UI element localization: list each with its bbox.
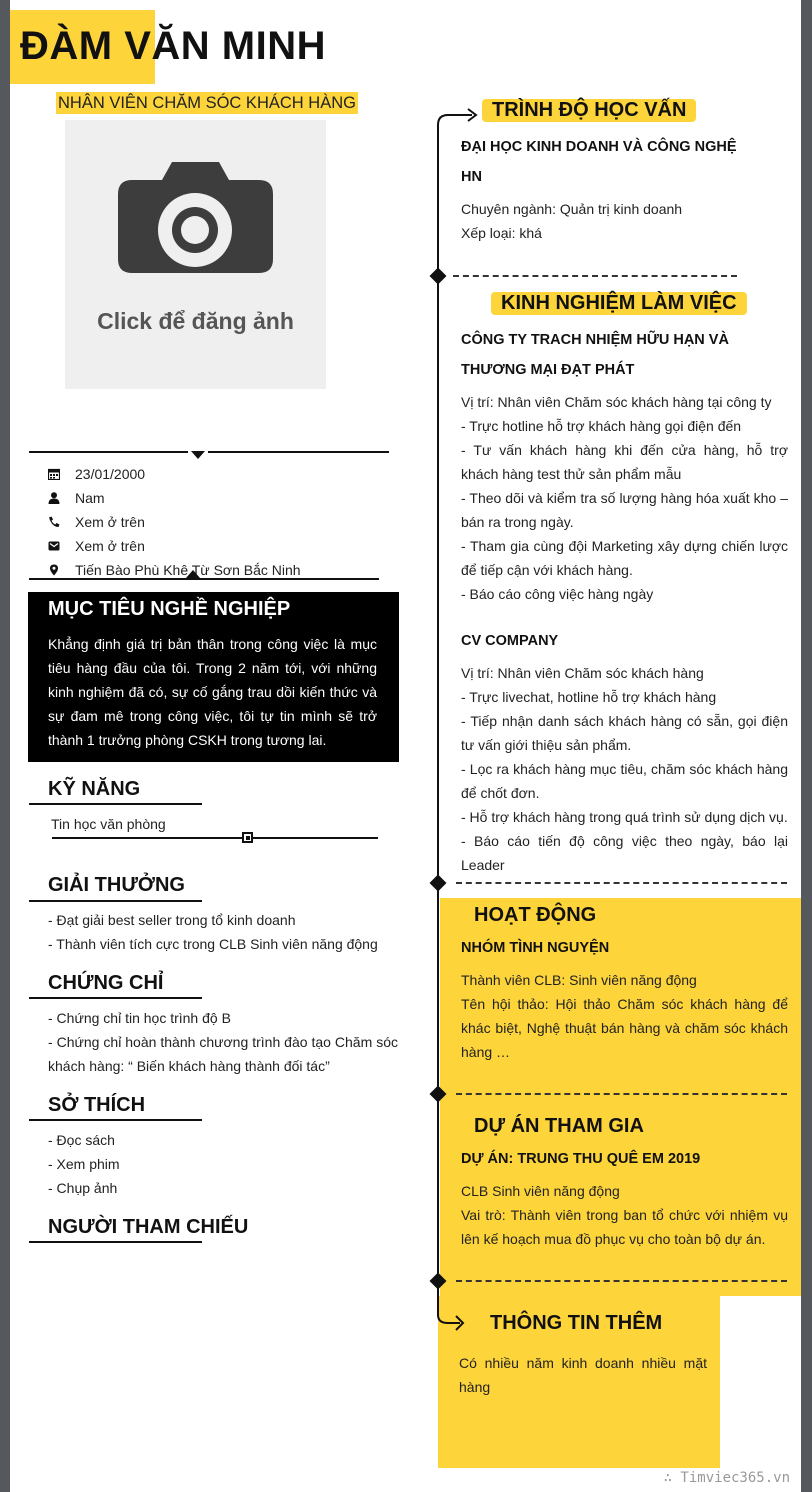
- experience-line: - Trực livechat, hotline hỗ trợ khách hàng: [461, 689, 717, 705]
- experience-line: - Tham gia cùng đội Marketing xây dựng chiến lược để tiếp cận với khách hàng.: [461, 538, 788, 578]
- section-underline: [29, 1241, 202, 1243]
- extra-info-title: THÔNG TIN THÊM: [490, 1312, 663, 1334]
- education-major[interactable]: Chuyên ngành: Quản trị kinh doanh: [461, 201, 683, 217]
- activities-title: HOẠT ĐỘNG: [474, 904, 597, 926]
- section-underline: [29, 803, 202, 805]
- hobby-item: - Xem phim: [48, 1156, 120, 1172]
- user-icon: [48, 492, 60, 504]
- experience-line: Vị trí: Nhân viên Chăm sóc khách hàng: [461, 665, 704, 681]
- hobby-item: - Đọc sách: [48, 1132, 115, 1148]
- hobby-item: - Chụp ảnh: [48, 1180, 118, 1196]
- birthday-value[interactable]: 23/01/2000: [75, 466, 146, 482]
- divider-arrow: [191, 451, 205, 459]
- certificate-item: - Chứng chỉ tin học trình độ B: [48, 1010, 231, 1026]
- camera-icon: [118, 160, 273, 273]
- activity-line: Tên hội thảo: Hội thảo Chăm sóc khách hàng để khác biệt, Nghệ thuật bán hàng và chăm sóc khách hàng …: [461, 996, 788, 1060]
- experience-line: - Báo cáo công việc hàng ngày: [461, 586, 654, 602]
- project-name[interactable]: DỰ ÁN: TRUNG THU QUÊ EM 2019: [461, 1151, 701, 1167]
- watermark: ∴ Timviec365.vn: [663, 1470, 790, 1486]
- section-underline: [29, 1119, 202, 1121]
- calendar-icon: [48, 468, 60, 480]
- experience-line: - Lọc ra khách hàng mục tiêu, chăm sóc khách hàng để chốt đơn.: [461, 761, 788, 801]
- education-school-line2[interactable]: HN: [461, 169, 482, 185]
- section-underline: [29, 900, 202, 902]
- career-goal-text[interactable]: Khẳng định giá trị bản thân trong công việc là mục tiêu hàng đầu của tôi. Trong 2 năm tới, với những kinh nghiệm đã có, sự cố gắng trau dồi kiến thức và sự đam mê trong công việc, tôi tự tin mình sẽ trở thành 1 trưởng phòng CSKH trong tương lai.: [48, 636, 377, 748]
- experience-company[interactable]: CV COMPANY: [461, 633, 559, 649]
- certificates-list[interactable]: [48, 1006, 398, 1078]
- dashed-divider: [456, 882, 787, 884]
- references-title: NGƯỜI THAM CHIẾU: [48, 1216, 249, 1238]
- activity-line: Thành viên CLB: Sinh viên năng động: [461, 972, 697, 988]
- project-details[interactable]: [461, 1179, 788, 1251]
- experience-company[interactable]: CÔNG TY TRACH NHIỆM HỮU HẠN VÀ THƯƠNG MẠI ĐẠT PHÁT: [461, 332, 729, 378]
- experience-line: - Tư vấn khách hàng khi đến cửa hàng, hỗ trợ khách hàng test thử sản phẩm mẫu: [461, 442, 788, 482]
- gender-value[interactable]: Nam: [75, 490, 105, 506]
- section-underline: [29, 997, 202, 999]
- divider: [208, 451, 389, 453]
- gender-row: [48, 486, 105, 510]
- experience-title: KINH NGHIỆM LÀM VIỆC: [491, 292, 747, 315]
- awards-list[interactable]: [48, 908, 403, 956]
- phone-value[interactable]: Xem ở trên: [75, 514, 145, 530]
- candidate-name[interactable]: ĐÀM VĂN MINH: [20, 24, 326, 68]
- envelope-icon: [48, 540, 60, 552]
- cv-page: [10, 0, 801, 1492]
- award-item: - Thành viên tích cực trong CLB Sinh viên năng động: [48, 936, 378, 952]
- project-line: CLB Sinh viên năng động: [461, 1183, 620, 1199]
- experience-line: - Báo cáo tiến độ công việc theo ngày, báo lại Leader: [461, 833, 788, 873]
- birthday-row: [48, 462, 145, 486]
- photo-upload[interactable]: [65, 120, 326, 389]
- skills-title: KỸ NĂNG: [48, 778, 141, 800]
- hobbies-list[interactable]: [48, 1128, 120, 1200]
- experience-line: - Tiếp nhận danh sách khách hàng có sẵn, gọi điện tư vấn giới thiệu sản phẩm.: [461, 713, 788, 753]
- skill-level-track: [52, 837, 378, 839]
- photo-label: Click để đăng ảnh: [97, 308, 294, 334]
- extra-info-text[interactable]: Có nhiều năm kinh doanh nhiều mặt hàng: [459, 1355, 707, 1395]
- project-line: Vai trò: Thành viên trong ban tổ chức với nhiệm vụ lên kế hoạch mua đồ phục vụ cho toàn bộ dự án.: [461, 1207, 788, 1247]
- education-rank[interactable]: Xếp loại: khá: [461, 225, 542, 241]
- projects-title: DỰ ÁN THAM GIA: [474, 1115, 644, 1137]
- job-title[interactable]: NHÂN VIÊN CHĂM SÓC KHÁCH HÀNG: [58, 94, 356, 112]
- email-row: [48, 534, 145, 558]
- certificate-item: - Chứng chỉ hoàn thành chương trình đào tạo Chăm sóc khách hàng: “ Biến khách hàng thành đối tác”: [48, 1034, 398, 1074]
- activities-details[interactable]: [461, 968, 788, 1064]
- career-goal-box: [28, 592, 399, 762]
- divider: [29, 451, 188, 453]
- education-school-line1[interactable]: ĐẠI HỌC KINH DOANH VÀ CÔNG NGHỆ: [461, 139, 737, 155]
- activities-group[interactable]: NHÓM TÌNH NGUYỆN: [461, 940, 610, 956]
- dashed-divider: [453, 275, 737, 277]
- address-value[interactable]: Tiến Bào Phù Khê Từ Sơn Bắc Ninh: [75, 562, 301, 578]
- dashed-divider: [456, 1093, 787, 1095]
- experience-line: - Theo dõi và kiểm tra số lượng hàng hóa xuất kho – bán ra trong ngày.: [461, 490, 788, 530]
- skill-name[interactable]: Tin học văn phòng: [51, 816, 166, 832]
- award-item: - Đạt giải best seller trong tổ kinh doanh: [48, 912, 296, 928]
- experience-details[interactable]: [461, 390, 788, 606]
- email-value[interactable]: Xem ở trên: [75, 538, 145, 554]
- experience-line: Vị trí: Nhân viên Chăm sóc khách hàng tại công ty: [461, 394, 772, 410]
- experience-details[interactable]: [461, 661, 788, 877]
- certificates-title: CHỨNG CHỈ: [48, 972, 164, 994]
- experience-line: - Hỗ trợ khách hàng trong quá trình sử dụng dịch vụ.: [461, 809, 788, 825]
- divider: [29, 578, 379, 580]
- career-goal-title: MỤC TIÊU NGHỀ NGHIỆP: [48, 598, 291, 620]
- awards-title: GIẢI THƯỞNG: [48, 874, 185, 896]
- hobbies-title: SỞ THÍCH: [48, 1094, 146, 1116]
- map-pin-icon: [48, 564, 60, 576]
- experience-line: - Trực hotline hỗ trợ khách hàng gọi điện đến: [461, 418, 742, 434]
- phone-icon: [48, 516, 60, 528]
- divider-arrow: [186, 570, 200, 578]
- education-title: TRÌNH ĐỘ HỌC VẤN: [482, 99, 696, 122]
- skill-level-handle[interactable]: [242, 832, 253, 843]
- phone-row: [48, 510, 145, 534]
- dashed-divider: [456, 1280, 787, 1282]
